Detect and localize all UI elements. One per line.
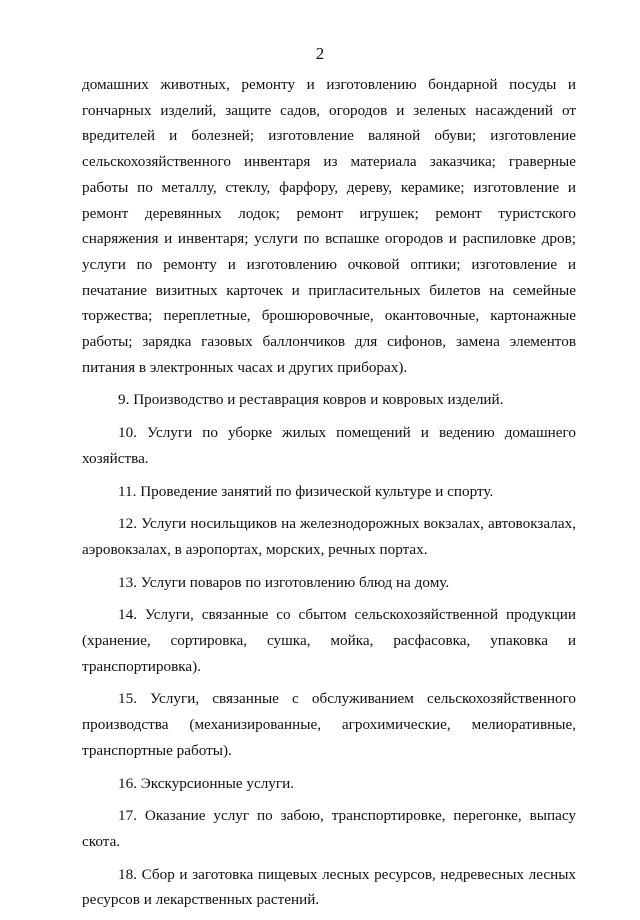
paragraph-item-17: 17. Оказание услуг по забою, транспортировке, перегонке, выпасу скота. [82, 807, 576, 850]
page-number: 2 [315, 44, 325, 63]
paragraph-item-14: 14. Услуги, связанные со сбытом сельскохозяйственной продукции (хранение, сортировка, сушка, мойка, расфасовка, упаковка и транспортировка). [82, 606, 576, 675]
paragraph-continuation: домашних животных, ремонту и изготовлению бондарной посуды и гончарных изделий, защите садов, огородов и зеленых насаждений от вредителей и болезней; изготовление валяной обуви; изготовление сельскохозяйственного инвентаря из материала заказчика; граверные работы по металлу, стеклу, фарфору, дереву, керамике; изготовление и ремонт деревянных лодок; ремонт игрушек; ремонт туристского снаряжения и инвентаря; услуги по вспашке огородов и распиловке дров; услуги по ремонту и изготовлению очковой оптики; изготовление и печатание визитных карточек и пригласительных билетов на семейные торжества; переплетные, брошюровочные, окантовочные, картонажные работы; зарядка газовых баллончиков для сифонов, замена элементов питания в электронных часах и других приборах). [82, 76, 576, 376]
paragraph-item-10: 10. Услуги по уборке жилых помещений и ведению домашнего хозяйства. [82, 424, 576, 467]
paragraph-item-11: 11. Проведение занятий по физической культуре и спорту. [118, 482, 494, 500]
paragraph-item-18: 18. Сбор и заготовка пищевых лесных ресурсов, недревесных лесных ресурсов и лекарственных растений. [82, 865, 576, 909]
paragraph-item-15: 15. Услуги, связанные с обслуживанием сельскохозяйственного производства (механизированные, агрохимические, мелиоративные, транспортные работы). [82, 690, 576, 759]
document-body [82, 72, 576, 920]
paragraph-item-9: 9. Производство и реставрация ковров и ковровых изделий. [118, 391, 504, 409]
paragraph-item-16: 16. Экскурсионные услуги. [118, 774, 295, 792]
paragraph-item-13: 13. Услуги поваров по изготовлению блюд на дому. [118, 573, 450, 591]
paragraph-item-12: 12. Услуги носильщиков на железнодорожных вокзалах, автовокзалах, аэровокзалах, в аэропортах, морских, речных портах. [82, 515, 576, 558]
